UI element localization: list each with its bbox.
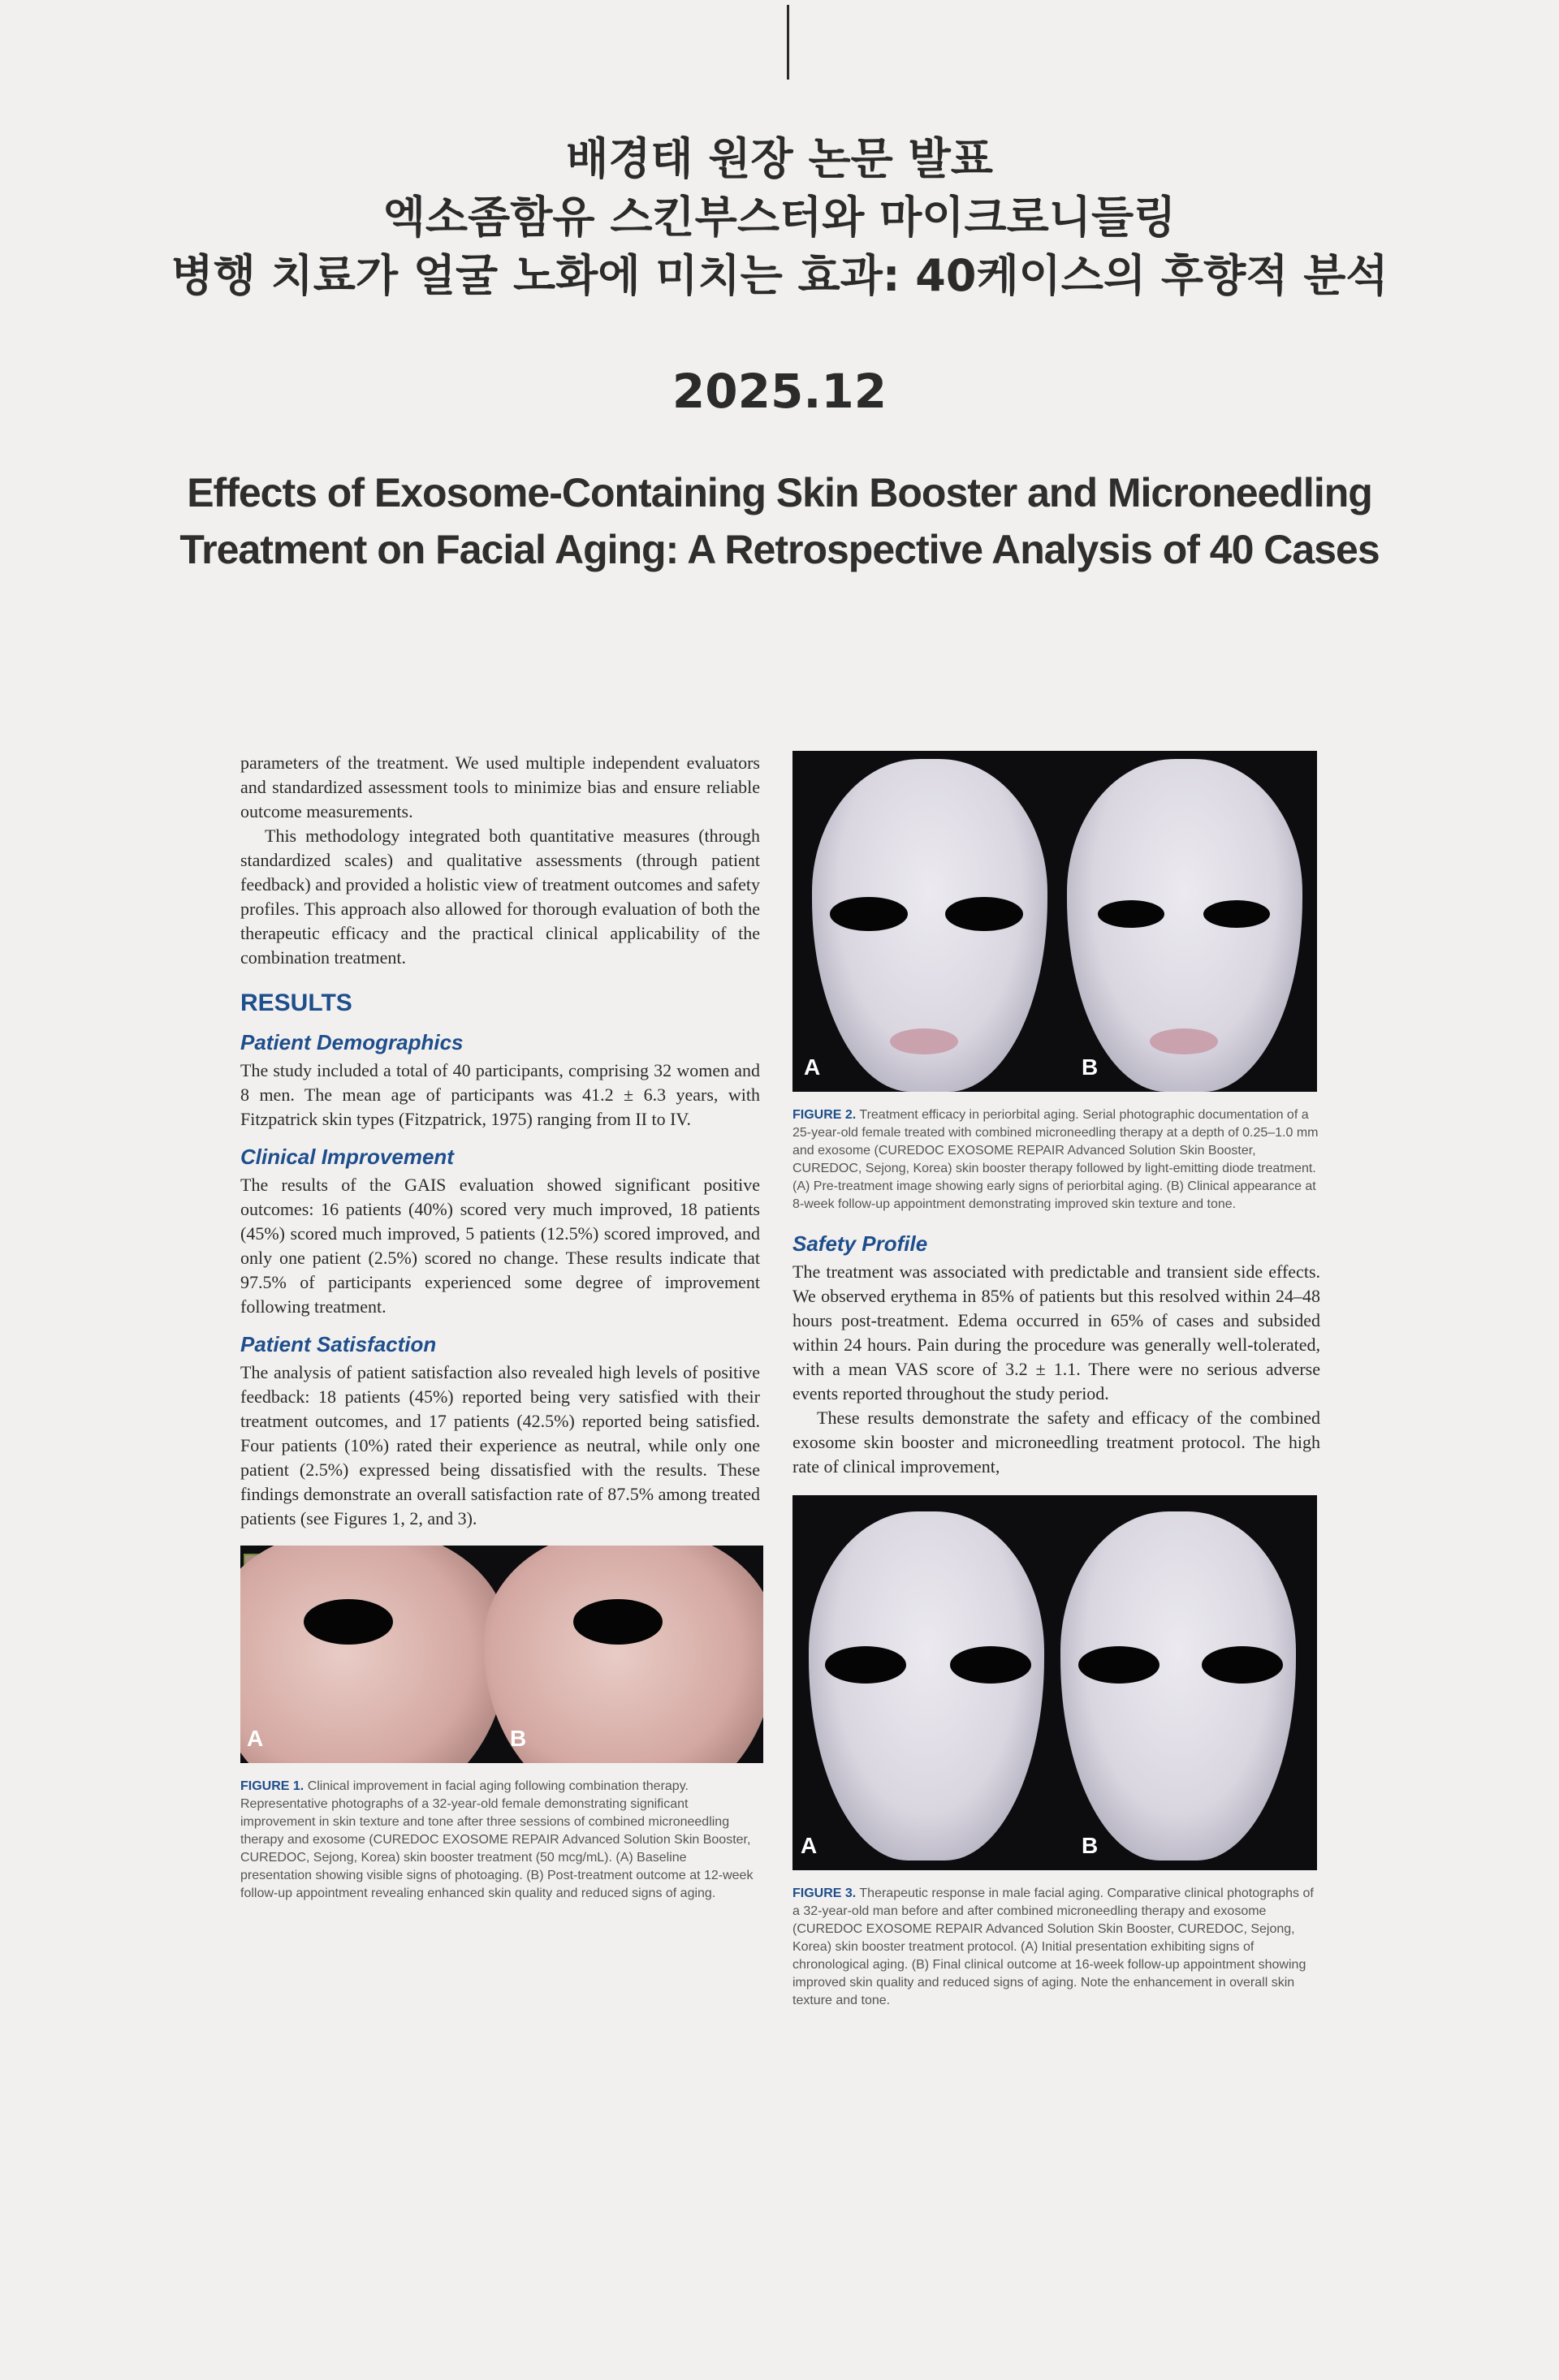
korean-title-line-3: 병행 치료가 얼굴 노화에 미치는 효과: 40케이스의 후향적 분석: [171, 250, 1388, 301]
figure-3-eye-mask-a-left: [825, 1646, 906, 1684]
korean-title-line-1: 배경태 원장 논문 발표: [566, 133, 993, 184]
figure-1-eye-mask-b: [573, 1599, 663, 1645]
figure-2-eye-mask-b-left: [1098, 900, 1164, 928]
english-title-line-1: Effects of Exosome-Containing Skin Booster and Microneedling: [187, 470, 1372, 515]
satisfaction-heading: Patient Satisfaction: [240, 1332, 437, 1356]
figure-2-caption-text: Treatment efficacy in periorbital aging. Serial photographic documentation of a 25-year-old female treated with combined microneedling therapy at a depth of 0.25–1.0 mm and exosome (CUREDOC EXOSOME REPAIR Advanced Solution Skin Booster, CUREDOC, Sejong, Korea) skin booster therapy followed by light-emitting diode treatment. (A) Pre-treatment image showing early signs of periorbital aging. (B) Clinical appearance at 8-week follow-up appointment demonstrating improved skin texture and tone.: [792, 1108, 1319, 1211]
figure-3-photo: [792, 1495, 1317, 1870]
figure-1-caption: [240, 1778, 760, 1903]
figure-2-lips-b: [1150, 1028, 1218, 1054]
figure-2-eye-mask-b-right: [1203, 900, 1270, 928]
figure-2-eye-mask-a-left: [830, 897, 908, 931]
safety-profile-text: The treatment was associated with predictable and transient side effects. We observed erythema in 85% of patients but this resolved within 24–48 hours post-treatment. Edema occurred in 65% of cases and subsided within 24 hours. Pain during the procedure was generally well-tolerated, with a mean VAS score of 3.2 ± 1.1. There were no serious adverse events reported throughout the study period.: [792, 1261, 1320, 1403]
figure-1-caption-label: FIGURE 1.: [240, 1779, 304, 1793]
figure-2-label-a: A: [804, 1054, 821, 1080]
safety-profile-text-2: These results demonstrate the safety and efficacy of the combined exosome skin booster and microneedling treatment protocol. The high rate of clinical improvement,: [792, 1408, 1320, 1477]
safety-profile-heading: Safety Profile: [792, 1231, 928, 1256]
figure-3-eye-mask-b-left: [1078, 1646, 1160, 1684]
publication-date: 2025.12: [672, 364, 887, 419]
figure-2-eye-mask-a-right: [945, 897, 1023, 931]
intro-paragraph-1: parameters of the treatment. We used multiple independent evaluators and standardized assessment tools to minimize bias and ensure reliable outcome measurements.: [240, 752, 760, 821]
figure-2-caption-label: FIGURE 2.: [792, 1108, 857, 1122]
figure-2-caption: [792, 1106, 1320, 1214]
figure-1-face-a: [240, 1546, 508, 1763]
header: [0, 130, 1559, 578]
clinical-improvement-heading: Clinical Improvement: [240, 1145, 454, 1169]
top-divider-line: [787, 5, 789, 80]
paper-excerpt: [240, 751, 1320, 2180]
figure-3-caption-label: FIGURE 3.: [792, 1886, 857, 1900]
demographics-text: The study included a total of 40 participants, comprising 32 women and 8 men. The mean age of participants was 41.2 ± 6.3 years, with Fitzpatrick skin types (Fitzpatrick, 1975) ranging from II to IV.: [240, 1060, 760, 1129]
english-title: [0, 464, 1559, 578]
satisfaction-text: The analysis of patient satisfaction also revealed high levels of positive feedback: 18 patients (45%) reported being very satisfied with their treatment outcomes, and 17 patients (42.5%) reported being satisfied. Four patients (10%) rated their experience as neutral, while only one patient (2.5%) expressed being dissatisfied with the results. These findings demonstrate an overall satisfaction rate of 87.5% among treated patients (see Figures 1, 2, and 3).: [240, 1362, 760, 1528]
intro-paragraph-2: This methodology integrated both quantitative measures (through standardized scales) and qualitative assessments (through patient feedback) and provided a holistic view of treatment outcomes and safety profiles. This approach also allowed for thorough evaluation of both the therapeutic efficacy and the practical clinical applicability of the combination treatment.: [240, 826, 760, 968]
figure-3-caption: [792, 1885, 1320, 2010]
figure-3-caption-text: Therapeutic response in male facial aging. Comparative clinical photographs of a 32-year-old man before and after combined microneedling therapy and exosome (CUREDOC EXOSOME REPAIR Advanced Solution Skin Booster, CUREDOC, Sejong, Korea) skin booster treatment protocol. (A) Initial presentation exhibiting signs of chronological aging. (B) Final clinical outcome at 16-week follow-up appointment showing improved skin quality and reduced signs of aging. Note the enhancement in overall skin texture and tone.: [792, 1886, 1314, 2007]
demographics-heading: Patient Demographics: [240, 1030, 464, 1054]
figure-3-eye-mask-b-right: [1202, 1646, 1283, 1684]
figure-2-lips-a: [890, 1028, 958, 1054]
figure-1-photo: [240, 1546, 763, 1763]
figure-1-eye-mask-a: [304, 1599, 393, 1645]
paper-right-column: [792, 751, 1320, 2010]
figure-3-eye-mask-a-right: [950, 1646, 1031, 1684]
korean-title: [0, 130, 1559, 305]
figure-3-face-a: [809, 1511, 1044, 1860]
figure-2-label-b: B: [1082, 1054, 1099, 1080]
figure-1-label-b: B: [510, 1726, 527, 1751]
korean-title-line-2: 엑소좀함유 스킨부스터와 마이크로니들링: [382, 192, 1177, 243]
figure-1-caption-text: Clinical improvement in facial aging following combination therapy. Representative photographs of a 32-year-old female demonstrating significant improvement in skin texture and tone after three sessions of combined microneedling therapy and exosome (CUREDOC EXOSOME REPAIR Advanced Solution Skin Booster, CUREDOC, Sejong, Korea) skin booster treatment (50 mcg/mL). (A) Baseline presentation showing visible signs of photoaging. (B) Post-treatment outcome at 12-week follow-up appointment revealing enhanced skin quality and reduced signs of aging.: [240, 1779, 754, 1900]
results-heading: RESULTS: [240, 990, 352, 1016]
figure-2-photo: [792, 751, 1317, 1092]
clinical-improvement-text: The results of the GAIS evaluation showed significant positive outcomes: 16 patients (40%) scored very much improved, 18 patients (45%) scored much improved, 5 patients (12.5%) scored improved, and only one patient (2.5%) scored no change. These results indicate that 97.5% of participants experienced some degree of improvement following treatment.: [240, 1175, 760, 1317]
figure-1-label-a: A: [247, 1726, 264, 1751]
english-title-line-2: Treatment on Facial Aging: A Retrospective Analysis of 40 Cases: [179, 527, 1380, 572]
paper-left-column: [240, 751, 760, 1903]
figure-3-label-a: A: [801, 1833, 818, 1858]
figure-3-face-b: [1060, 1511, 1296, 1860]
figure-3-label-b: B: [1082, 1833, 1099, 1858]
